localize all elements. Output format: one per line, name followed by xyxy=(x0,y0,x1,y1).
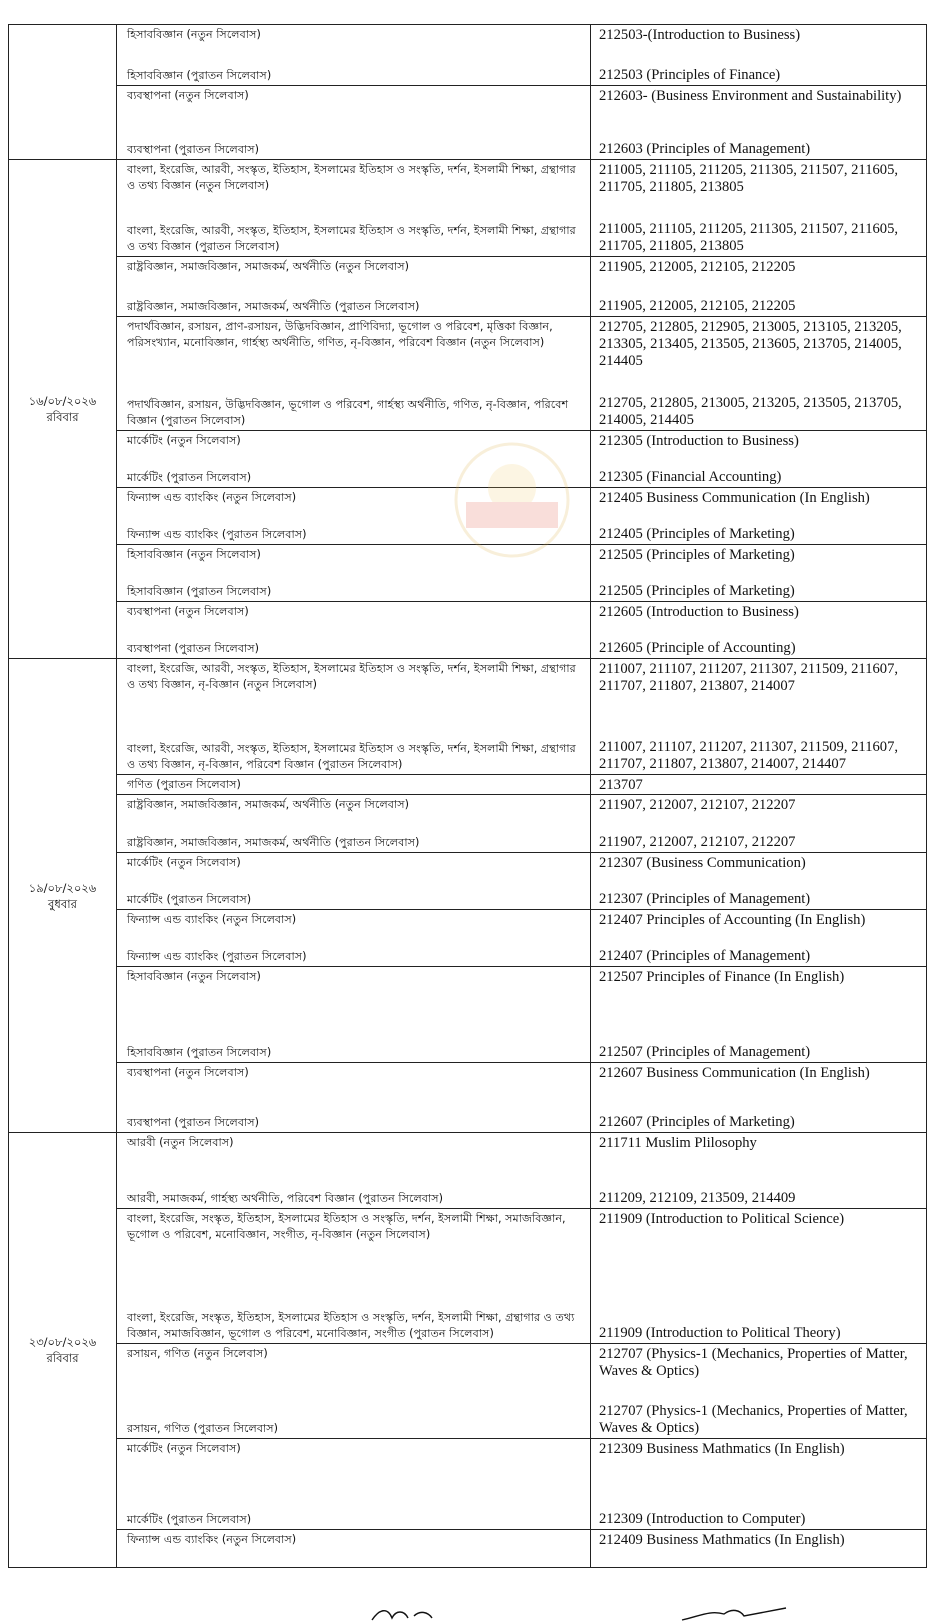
course-code-new-syllabus: 212507 Principles of Finance (In English) xyxy=(599,969,845,985)
table-row xyxy=(9,25,927,86)
course-code-cell xyxy=(591,1439,927,1530)
subject-text: গণিত (পুরাতন সিলেবাস) xyxy=(127,778,241,791)
subject-new-syllabus: মার্কেটিং (নতুন সিলেবাস) xyxy=(127,434,241,447)
table-row xyxy=(9,1439,927,1530)
subject-new-syllabus: বাংলা, ইংরেজি, আরবী, সংস্কৃত, ইতিহাস, ইসলামের ইতিহাস ও সংস্কৃতি, দর্শন, ইসলামী শিক্ষা, গ্রন্থাগার ও তথ্য বিজ্ঞান (নতুন সিলেবাস) xyxy=(127,163,576,192)
subject-old-syllabus: ফিন্যান্স এন্ড ব্যাংকিং (পুরাতন সিলেবাস) xyxy=(127,528,307,541)
subject-cell xyxy=(117,1439,591,1530)
course-code-new-syllabus: 211907, 212007, 212107, 212207 xyxy=(599,797,796,813)
course-code-cell xyxy=(591,659,927,775)
course-code-old-syllabus: 212307 (Principles of Management) xyxy=(599,891,811,907)
course-code-cell xyxy=(591,317,927,431)
course-code-old-syllabus: 212503 (Principles of Finance) xyxy=(599,67,781,83)
course-code-text: 212409 Business Mathmatics (In English) xyxy=(599,1532,845,1548)
subject-old-syllabus: বাংলা, ইংরেজি, আরবী, সংস্কৃত, ইতিহাস, ইসলামের ইতিহাস ও সংস্কৃতি, দর্শন, ইসলামী শিক্ষা, গ্রন্থাগার ও তথ্য বিজ্ঞান (পুরাতন সিলেবাস) xyxy=(127,224,576,253)
course-code-old-syllabus: 211909 (Introduction to Political Theory) xyxy=(599,1325,841,1341)
subject-new-syllabus: আরবী (নতুন সিলেবাস) xyxy=(127,1136,234,1149)
subject-cell xyxy=(117,602,591,659)
course-code-cell xyxy=(591,910,927,967)
subject-cell xyxy=(117,1063,591,1133)
course-code-old-syllabus: 211905, 212005, 212105, 212205 xyxy=(599,298,796,314)
subject-cell xyxy=(117,1344,591,1439)
subject-old-syllabus: আরবী, সমাজকর্ম, গার্হস্থ্য অর্থনীতি, পরিবেশ বিজ্ঞান (পুরাতন সিলেবাস) xyxy=(127,1192,444,1205)
course-code-new-syllabus: 212603- (Business Environment and Sustainability) xyxy=(599,88,902,104)
course-code-new-syllabus: 212309 Business Mathmatics (In English) xyxy=(599,1441,845,1457)
table-row xyxy=(9,1063,927,1133)
table-row xyxy=(9,160,927,257)
course-code-old-syllabus: 212603 (Principles of Management) xyxy=(599,141,811,157)
course-code-old-syllabus: 212605 (Principle of Accounting) xyxy=(599,640,796,656)
course-code-cell xyxy=(591,602,927,659)
table-row xyxy=(9,1344,927,1439)
subject-old-syllabus: হিসাববিজ্ঞান (পুরাতন সিলেবাস) xyxy=(127,585,272,598)
subject-cell xyxy=(117,25,591,86)
subject-old-syllabus: রাষ্ট্রবিজ্ঞান, সমাজবিজ্ঞান, সমাজকর্ম, অর্থনীতি (পুরাতন সিলেবাস) xyxy=(127,836,420,849)
course-code-old-syllabus: 212505 (Principles of Marketing) xyxy=(599,583,795,599)
table-row xyxy=(9,853,927,910)
signature-right-icon xyxy=(680,1606,790,1622)
course-code-new-syllabus: 212307 (Business Communication) xyxy=(599,855,806,871)
course-code-new-syllabus: 212707 (Physics-1 (Mechanics, Properties of Matter, Waves & Optics) xyxy=(599,1346,908,1379)
subject-new-syllabus: বাংলা, ইংরেজি, আরবী, সংস্কৃত, ইতিহাস, ইসলামের ইতিহাস ও সংস্কৃতি, দর্শন, ইসলামী শিক্ষা, গ্রন্থাগার ও তথ্য বিজ্ঞান, নৃ-বিজ্ঞান (নতুন সিলেবাস) xyxy=(127,662,576,691)
course-code-old-syllabus: 211007, 211107, 211207, 211307, 211509, 211607, 211707, 211807, 213807, 214007, 214407 xyxy=(599,739,899,772)
subject-cell xyxy=(117,160,591,257)
exam-date: ১৬/০৮/২০২৬ xyxy=(28,394,97,408)
exam-day: বুধবার xyxy=(48,896,77,911)
exam-date-cell xyxy=(9,659,117,1133)
exam-date: ২৩/০৮/২০২৬ xyxy=(28,1335,97,1349)
table-row xyxy=(9,317,927,431)
subject-old-syllabus: বাংলা, ইংরেজি, সংস্কৃত, ইতিহাস, ইসলামের ইতিহাস ও সংস্কৃতি, দর্শন, ইসলামী শিক্ষা, গ্রন্থাগার ও তথ্য বিজ্ঞান, সমাজবিজ্ঞান, ভূগোল ও পরিবেশ, মনোবিজ্ঞান, সংগীত (পুরাতন সিলেবাস) xyxy=(127,1311,575,1340)
subject-cell xyxy=(117,910,591,967)
table-row xyxy=(9,1209,927,1344)
course-code-new-syllabus: 212705, 212805, 212905, 213005, 213105, 213205, 213305, 213405, 213505, 213605, 213705, 214005, 214405 xyxy=(599,319,902,369)
course-code-cell xyxy=(591,795,927,853)
subject-new-syllabus: হিসাববিজ্ঞান (নতুন সিলেবাস) xyxy=(127,970,261,983)
subject-new-syllabus: পদার্থবিজ্ঞান, রসায়ন, প্রাণ-রসায়ন, উদ্ভিদবিজ্ঞান, প্রাণিবিদ্যা, ভূগোল ও পরিবেশ, মৃত্তিকা বিজ্ঞান, পরিসংখ্যান, মনোবিজ্ঞান, গার্হস্থ্য অর্থনীতি, গণিত, নৃ-বিজ্ঞান, পরিবেশ বিজ্ঞান (নতুন সিলেবাস) xyxy=(127,320,553,349)
subject-old-syllabus: পদার্থবিজ্ঞান, রসায়ন, উদ্ভিদবিজ্ঞান, ভূগোল ও পরিবেশ, গার্হস্থ্য অর্থনীতি, গণিত, নৃ-বিজ্ঞান, পরিবেশ বিজ্ঞান (পুরাতন সিলেবাস) xyxy=(127,398,569,427)
subject-new-syllabus: ব্যবস্থাপনা (নতুন সিলেবাস) xyxy=(127,1066,249,1079)
exam-routine-table xyxy=(8,24,927,1568)
table-row xyxy=(9,1133,927,1209)
course-code-old-syllabus: 212405 (Principles of Marketing) xyxy=(599,526,795,542)
subject-old-syllabus: ব্যবস্থাপনা (পুরাতন সিলেবাস) xyxy=(127,143,260,156)
subject-new-syllabus: ফিন্যান্স এন্ড ব্যাংকিং (নতুন সিলেবাস) xyxy=(127,491,297,504)
course-code-new-syllabus: 211005, 211105, 211205, 211305, 211507, 211605, 211705, 211805, 213805 xyxy=(599,162,899,195)
table-row xyxy=(9,795,927,853)
course-code-cell xyxy=(591,488,927,545)
course-code-new-syllabus: 211007, 211107, 211207, 211307, 211509, 211607, 211707, 211807, 213807, 214007 xyxy=(599,661,899,694)
subject-old-syllabus: রসায়ন, গণিত (পুরাতন সিলেবাস) xyxy=(127,1422,279,1435)
subject-cell xyxy=(117,659,591,775)
table-row xyxy=(9,967,927,1063)
course-code-new-syllabus: 212607 Business Communication (In English) xyxy=(599,1065,870,1081)
subject-new-syllabus: বাংলা, ইংরেজি, সংস্কৃত, ইতিহাস, ইসলামের ইতিহাস ও সংস্কৃতি, দর্শন, ইসলামী শিক্ষা, সমাজবিজ্ঞান, ভূগোল ও পরিবেশ, মনোবিজ্ঞান, সংগীত, নৃ-বিজ্ঞান (নতুন সিলেবাস) xyxy=(127,1212,566,1241)
course-code-cell xyxy=(591,1209,927,1344)
subject-new-syllabus: মার্কেটিং (নতুন সিলেবাস) xyxy=(127,1442,241,1455)
table-row xyxy=(9,910,927,967)
subject-cell xyxy=(117,775,591,795)
exam-date: ১৯/০৮/২০২৬ xyxy=(28,880,97,895)
table-row xyxy=(9,775,927,795)
course-code-new-syllabus: 212407 Principles of Accounting (In English) xyxy=(599,912,866,928)
subject-cell xyxy=(117,86,591,160)
course-code-cell xyxy=(591,967,927,1063)
subject-old-syllabus: হিসাববিজ্ঞান (পুরাতন সিলেবাস) xyxy=(127,1046,272,1059)
subject-old-syllabus: রাষ্ট্রবিজ্ঞান, সমাজবিজ্ঞান, সমাজকর্ম, অর্থনীতি (পুরাতন সিলেবাস) xyxy=(127,300,420,313)
signature-left-icon xyxy=(370,1606,450,1622)
subject-new-syllabus: ফিন্যান্স এন্ড ব্যাংকিং (নতুন সিলেবাস) xyxy=(127,913,297,926)
course-code-cell xyxy=(591,1133,927,1209)
table-row xyxy=(9,257,927,317)
course-code-new-syllabus: 211909 (Introduction to Political Science) xyxy=(599,1211,845,1227)
table-row xyxy=(9,1530,927,1568)
course-code-cell xyxy=(591,431,927,488)
course-code-new-syllabus: 212405 Business Communication (In English) xyxy=(599,490,870,506)
course-code-new-syllabus: 212305 (Introduction to Business) xyxy=(599,433,799,449)
subject-cell xyxy=(117,1133,591,1209)
subject-new-syllabus: ব্যবস্থাপনা (নতুন সিলেবাস) xyxy=(127,89,249,102)
table-row xyxy=(9,602,927,659)
exam-date-cell xyxy=(9,25,117,160)
subject-new-syllabus: হিসাববিজ্ঞান (নতুন সিলেবাস) xyxy=(127,28,261,41)
subject-cell xyxy=(117,317,591,431)
routine-sheet xyxy=(8,24,926,1568)
exam-day: রবিবার xyxy=(46,1351,79,1365)
table-row xyxy=(9,86,927,160)
subject-old-syllabus: হিসাববিজ্ঞান (পুরাতন সিলেবাস) xyxy=(127,69,272,82)
course-code-cell xyxy=(591,86,927,160)
routine-table-body xyxy=(9,25,927,1568)
subject-new-syllabus: রসায়ন, গণিত (নতুন সিলেবাস) xyxy=(127,1347,268,1360)
course-code-cell xyxy=(591,545,927,602)
subject-cell xyxy=(117,853,591,910)
subject-old-syllabus: ব্যবস্থাপনা (পুরাতন সিলেবাস) xyxy=(127,642,260,655)
course-code-cell xyxy=(591,25,927,86)
course-code-old-syllabus: 212705, 212805, 213005, 213205, 213505, 213705, 214005, 214405 xyxy=(599,395,902,428)
course-code-old-syllabus: 211907, 212007, 212107, 212207 xyxy=(599,834,796,850)
subject-new-syllabus: রাষ্ট্রবিজ্ঞান, সমাজবিজ্ঞান, সমাজকর্ম, অর্থনীতি (নতুন সিলেবাস) xyxy=(127,260,410,273)
subject-old-syllabus: ব্যবস্থাপনা (পুরাতন সিলেবাস) xyxy=(127,1116,260,1129)
course-code-new-syllabus: 211711 Muslim Plilosophy xyxy=(599,1135,757,1151)
course-code-old-syllabus: 212707 (Physics-1 (Mechanics, Properties of Matter, Waves & Optics) xyxy=(599,1403,908,1436)
course-code-old-syllabus: 212309 (Introduction to Computer) xyxy=(599,1511,806,1527)
course-code-cell xyxy=(591,1063,927,1133)
course-code-old-syllabus: 212407 (Principles of Management) xyxy=(599,948,811,964)
subject-cell xyxy=(117,1530,591,1568)
subject-new-syllabus: মার্কেটিং (নতুন সিলেবাস) xyxy=(127,856,241,869)
course-code-old-syllabus: 212507 (Principles of Management) xyxy=(599,1044,811,1060)
subject-new-syllabus: হিসাববিজ্ঞান (নতুন সিলেবাস) xyxy=(127,548,261,561)
subject-new-syllabus: রাষ্ট্রবিজ্ঞান, সমাজবিজ্ঞান, সমাজকর্ম, অর্থনীতি (নতুন সিলেবাস) xyxy=(127,798,410,811)
subject-cell xyxy=(117,795,591,853)
course-code-cell xyxy=(591,775,927,795)
table-row xyxy=(9,659,927,775)
table-row xyxy=(9,545,927,602)
course-code-cell xyxy=(591,1344,927,1439)
course-code-new-syllabus: 212505 (Principles of Marketing) xyxy=(599,547,795,563)
course-code-cell xyxy=(591,853,927,910)
course-code-new-syllabus: 211905, 212005, 212105, 212205 xyxy=(599,259,796,275)
exam-day: রবিবার xyxy=(46,410,79,424)
subject-old-syllabus: মার্কেটিং (পুরাতন সিলেবাস) xyxy=(127,893,252,906)
course-code-cell xyxy=(591,160,927,257)
course-code-new-syllabus: 212503-(Introduction to Business) xyxy=(599,27,801,43)
subject-old-syllabus: মার্কেটিং (পুরাতন সিলেবাস) xyxy=(127,1513,252,1526)
course-code-new-syllabus: 212605 (Introduction to Business) xyxy=(599,604,799,620)
course-code-old-syllabus: 211209, 212109, 213509, 214409 xyxy=(599,1190,796,1206)
course-code-old-syllabus: 212607 (Principles of Marketing) xyxy=(599,1114,795,1130)
watermark-logo-icon xyxy=(452,440,572,560)
subject-cell xyxy=(117,1209,591,1344)
exam-date-cell xyxy=(9,1133,117,1568)
course-code-cell xyxy=(591,1530,927,1568)
subject-cell xyxy=(117,257,591,317)
subject-old-syllabus: বাংলা, ইংরেজি, আরবী, সংস্কৃত, ইতিহাস, ইসলামের ইতিহাস ও সংস্কৃতি, দর্শন, ইসলামী শিক্ষা, গ্রন্থাগার ও তথ্য বিজ্ঞান, নৃ-বিজ্ঞান, পরিবেশ বিজ্ঞান (পুরাতন সিলেবাস) xyxy=(127,742,576,771)
subject-cell xyxy=(117,967,591,1063)
course-code-cell xyxy=(591,257,927,317)
course-code-old-syllabus: 212305 (Financial Accounting) xyxy=(599,469,782,485)
subject-new-syllabus: ব্যবস্থাপনা (নতুন সিলেবাস) xyxy=(127,605,249,618)
course-code-text: 213707 xyxy=(599,777,643,793)
subject-text: ফিন্যান্স এন্ড ব্যাংকিং (নতুন সিলেবাস) xyxy=(127,1533,297,1546)
subject-old-syllabus: মার্কেটিং (পুরাতন সিলেবাস) xyxy=(127,471,252,484)
course-code-old-syllabus: 211005, 211105, 211205, 211305, 211507, 211605, 211705, 211805, 213805 xyxy=(599,221,899,254)
exam-date-cell xyxy=(9,160,117,659)
subject-old-syllabus: ফিন্যান্স এন্ড ব্যাংকিং (পুরাতন সিলেবাস) xyxy=(127,950,307,963)
